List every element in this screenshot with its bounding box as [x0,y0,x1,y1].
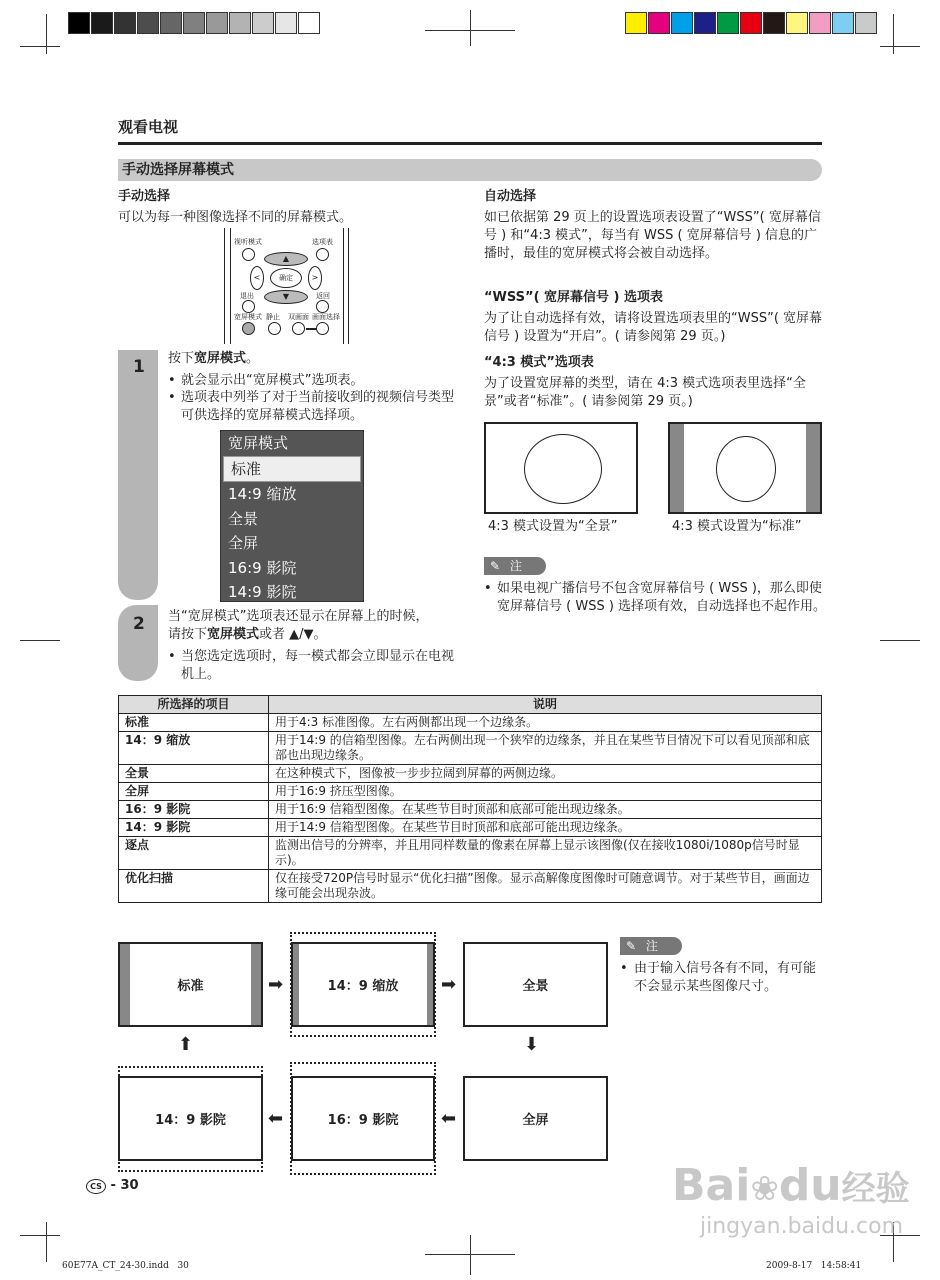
step1-bullet-2: • [168,390,176,405]
paw-icon: ❀ [750,1169,779,1209]
menu-item-panorama[interactable]: 全景 [228,509,259,528]
calibration-swatch [740,12,762,34]
watermark-brand-2: du [778,1160,842,1211]
remote-label-twin: 双画面 [288,313,309,321]
standard-ellipse [716,436,776,502]
step1-bullet-2-text: 选项表中列举了对于当前接收到的视频信号类型可供选择的宽屏幕模式选择项。 [181,390,455,423]
calibration-swatch [137,12,159,34]
table-row: 14：9 影院 用于14:9 信箱型图像。在某些节目时顶部和底部可能出现边缘条。 [119,819,822,837]
calibration-swatch [68,12,90,34]
crop-mark [425,30,515,31]
calibration-swatch [206,12,228,34]
menu-button[interactable] [316,248,329,261]
crop-mark [20,640,60,641]
table-row: 全屏 用于16:9 挤压型图像。 [119,783,822,801]
remote-label-return: 返回 [316,292,330,300]
wss-para: 为了让自动选择有效，请将设置选项表里的“WSS”( 宽屏幕信号 ) 设置为“开启”。( 请参阅第 29 页。) [484,311,823,344]
crop-mark [880,46,920,47]
panorama-ellipse [524,434,602,504]
note2-badge [620,937,682,955]
baidu-watermark [672,1160,910,1211]
flow-full: 全屏 [463,1076,608,1161]
menu-item-standard[interactable]: 标准 [223,456,361,483]
note-badge [484,557,546,575]
header-rule [118,142,822,145]
file-info: 60E77A_CT_24-30.indd 30 [62,1261,189,1271]
wide-mode-table [118,695,822,903]
calibration-swatch [252,12,274,34]
left-button[interactable]: < [250,266,264,290]
down-button[interactable]: ▼ [264,290,308,304]
table-header-desc: 说明 [269,696,822,714]
remote-label-picture-select: 画面选择 [312,313,340,321]
crop-mark [880,640,920,641]
calibration-swatch [298,12,320,34]
note-icon: ✎ [490,559,501,573]
up-button[interactable]: ▲ [264,252,308,266]
remote-label-freeze: 静止 [266,313,280,321]
flow-standard: 标准 [118,942,263,1027]
table-row: 标准 用于4:3 标准图像。左右两侧都出现一个边缘条。 [119,714,822,732]
flow-arrow-right-2: ➡ [441,974,457,995]
step2-number: 2 [133,614,145,634]
note2-bullet: • [620,961,628,976]
calibration-swatch [275,12,297,34]
menu-item-zoom149[interactable]: 14:9 缩放 [228,485,297,503]
remote-illustration [222,228,350,344]
standard-illustration [668,422,822,514]
step1-number: 1 [133,357,145,377]
calibration-swatch [694,12,716,34]
flow-cinema169: 16：9 影院 [291,1076,435,1161]
crop-mark [470,10,471,46]
banner-title: 手动选择屏幕模式 [122,162,234,178]
remote-label-exit: 退出 [240,292,254,300]
language-badge: CS [86,1179,106,1194]
watermark-brand: Bai [672,1160,751,1211]
table-row: 全景 在这种模式下，图像被一步步拉阔到屏幕的两侧边缘。 [119,765,822,783]
calibration-swatch [160,12,182,34]
av-mode-button[interactable] [242,248,255,261]
auto-select-heading: 自动选择 [484,189,537,204]
flow-cinema149: 14：9 影院 [118,1076,263,1161]
table-row: 逐点 监测出信号的分辨率，并且用同样数量的像素在屏幕上显示该图像(仅在接收1080i/1080p信号时显示)。 [119,837,822,870]
crop-mark [46,14,47,54]
flow-zoom149: 14：9 缩放 [291,942,435,1027]
caption-panorama: 4:3 模式设置为“全景” [488,519,618,534]
calibration-swatch [625,12,647,34]
manual-select-intro: 可以为每一种图像选择不同的屏幕模式。 [118,210,353,225]
note-label: 注 [509,559,522,573]
note-bullet: • [484,581,492,596]
flow-arrow-down: ⬇ [524,1034,540,1055]
remote-label-av-mode: 视听模式 [234,238,262,246]
wss-heading: “WSS”( 宽屏幕信号 ) 选项表 [484,290,664,305]
freeze-button[interactable] [268,322,281,335]
calibration-swatch [809,12,831,34]
menu-item-cinema149[interactable]: 14:9 影院 [228,583,297,601]
flow-arrow-up: ⬆ [178,1034,194,1055]
print-date: 2009-8-17 14:58:41 [766,1261,862,1271]
section-banner [118,159,822,181]
page-number-text: - 30 [110,1178,139,1193]
calibration-swatch [855,12,877,34]
step2-line1: 当“宽屏模式”选项表还显示在屏幕上的时候， [168,609,429,624]
crop-mark [46,1222,47,1262]
calibration-swatch [229,12,251,34]
watermark-url: jingyan.baidu.com [700,1214,904,1239]
crop-mark [893,14,894,54]
crop-mark [425,1254,515,1255]
picture-select-button[interactable] [316,322,329,335]
twin-button[interactable] [292,322,305,335]
calibration-swatch [832,12,854,34]
step2-line2: 请按下宽屏模式或者 ▲/▼。 [168,627,327,642]
table-row: 14：9 缩放 用于14:9 的信箱型图像。左右两侧出现一个狭窄的边缘条，并且在某些节目情况下可以看见顶部和底部也出现边缘条。 [119,732,822,765]
note2-icon: ✎ [626,939,637,953]
step1-instruction: 按下宽屏模式。 [168,351,260,366]
table-row: 优化扫描 仅在接受720P信号时显示“优化扫描”图像。显示高解像度图像时可随意调节。对于某些节目，画面边缘可能会出现杂波。 [119,870,822,903]
panorama-illustration [484,422,638,514]
calibration-swatch [648,12,670,34]
calibration-swatch [91,12,113,34]
note2-text: 由于输入信号各有不同，有可能不会显示某些图像尺寸。 [634,961,817,994]
wide-mode-menu [220,430,364,602]
calibration-swatch [183,12,205,34]
manual-select-heading: 手动选择 [118,189,171,204]
mode43-para: 为了设置宽屏幕的类型，请在 4:3 模式选项表里选择“全景”或者“标准”。( 请参阅第 29 页。) [484,376,806,409]
calibration-swatch [114,12,136,34]
table-header [119,696,822,714]
wide-mode-key: 宽屏模式 [194,351,247,366]
auto-select-para: 如已依据第 29 页上的设置选项表设置了“WSS”( 宽屏幕信号 ) 和“4:3 模式”，每当有 WSS ( 宽屏幕信号 ) 信息的广播时，最佳的宽屏模式将会被自动选择。 [484,210,821,261]
menu-item-full[interactable]: 全屏 [228,534,259,552]
ok-button-label: 确定 [279,274,293,282]
step1-bullet-1-text: 就会显示出“宽屏模式”选项表。 [181,373,364,388]
calibration-swatch [763,12,785,34]
note2-label: 注 [645,939,658,953]
step2-bullet-text: 当您选定选项时，每一模式都会立即显示在电视机上。 [181,649,455,682]
mode43-heading: “4:3 模式”选项表 [484,355,594,370]
crop-mark [20,1235,60,1236]
caption-standard: 4:3 模式设置为“标准” [672,519,802,534]
calibration-swatch [717,12,739,34]
step1-bullet-1: • [168,373,176,388]
watermark-cn: 经验 [841,1169,910,1209]
flow-arrow-left-1: ⬅ [441,1108,457,1129]
step2-bullet: • [168,649,176,664]
note-text: 如果电视广播信号不包含宽屏幕信号 ( WSS )，那么即使宽屏幕信号 ( WSS ) 选择项有效，自动选择也不起作用。 [497,581,827,614]
flow-arrow-right-1: ➡ [268,974,284,995]
right-button[interactable]: > [308,266,322,290]
crop-mark [470,1235,471,1275]
section-title: 观看电视 [118,118,179,136]
calibration-swatch [671,12,693,34]
ok-button[interactable] [270,268,302,288]
remote-label-menu: 选项表 [312,238,333,246]
table-header-item: 所选择的项目 [119,696,269,714]
table-row: 16：9 影院 用于16:9 信箱型图像。在某些节目时顶部和底部可能出现边缘条。 [119,801,822,819]
flow-arrow-left-2: ⬅ [268,1108,284,1129]
wide-mode-button[interactable] [242,322,255,335]
remote-label-wide-mode: 宽屏模式 [234,313,262,321]
step1-bar [118,350,158,600]
crop-mark [20,46,60,47]
page-number [86,1178,139,1194]
menu-item-cinema169[interactable]: 16:9 影院 [228,558,297,577]
menu-title: 宽屏模式 [228,434,289,452]
flow-panorama: 全景 [463,942,608,1027]
calibration-swatch [786,12,808,34]
